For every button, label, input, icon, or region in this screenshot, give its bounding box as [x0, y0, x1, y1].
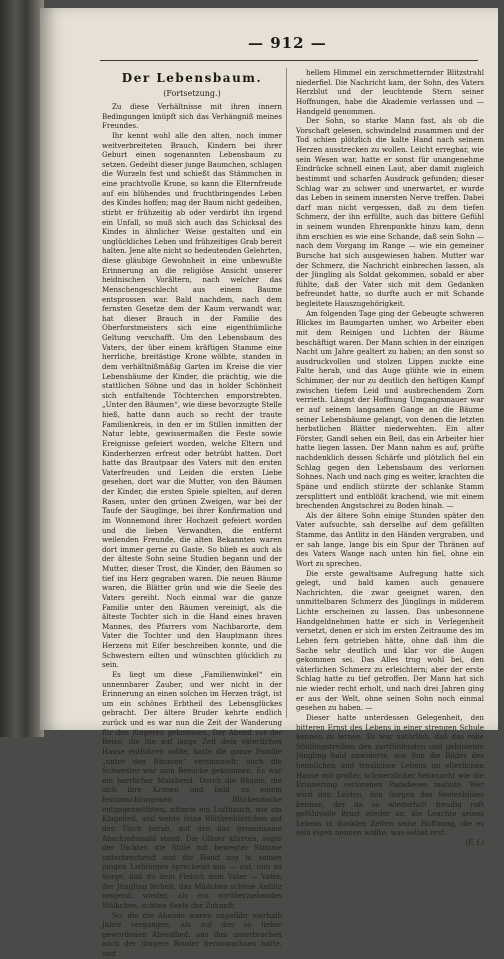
paragraph: Zu diese Verhältnisse mit ihren innern Bedingungen knüpft sich das Verhängniß meines Freundes. [102, 102, 282, 131]
book-page [40, 8, 498, 958]
paragraph: Als der ältere Sohn einige Stunden später den Vater aufsuchte, sah derselbe auf dem gefällten Stamme, das Antlitz in den Händen vergraben, und er sah lange, lange bis ein Spur der Thränen auf des Vaters Wange nach unten hin fiel, ohne ein Wort zu sprechen. [296, 510, 484, 568]
left-column [102, 70, 282, 959]
book-binding [0, 0, 44, 737]
paragraph: Die erste gewaltsame Aufregung hatte sich gelegt, und bald kamen auch genauere Nachrichten, die zwar geeignet waren, den unmittelbaren Schmerz des Jünglings in milderem Lichte erscheinen zu lassen. Das unbesonnene Handgeldnehmen hatte er sich in Verlegenheit versetzt, denen er sich im ersten Zeitraume des im Leben fern getrieben hätte, ohne daß ihm die Sache sehr deutlich und klar vor die Augen gekommen sei. Das Alles trug wohl bei, den väterlichen Schmerz zu erleichtern; aber der erste Schlag hatte zu tief getroffen. Der Mann hat sich nie wieder recht erholt, und nach drei Jahren ging er aus der Welt, ohne seinen Sohn noch einmal gesehen zu haben. — [296, 568, 484, 713]
paragraph: So, die die Abende waren ungefähr vierhalb Jahre vergangen, als auf das so lieber gewordenen Abendlied, aus ihm unterbrochen auch der jüngere Bruder heranwachsen hatte, und [102, 910, 282, 958]
paragraph: hellem Himmel ein zerschmetternder Blitzstrahl niederfiel. Die Nachricht kam, der Sohn, des Vaters Herzblut und der leuchtende Stern seiner Hoffnungen, habe die Akademie verlassen und — Handgeld genommen. [296, 68, 484, 116]
continuation-note: (F. f.) [465, 838, 484, 847]
article-title: Der Lebensbaum. [121, 71, 263, 85]
right-column [296, 68, 484, 848]
page-header [40, 34, 498, 54]
article-subtitle: (Fortsetzung.) [163, 89, 221, 98]
paragraph: Am folgenden Tage ging der Gebeugte schweren Blickes im Baumgarten umher, wo Arbeiter eben mit dem Reinigen und Lichten der Bäume beschäftigt waren. Der Mann schien in der einzigen Nacht um Jahre gealtert zu haben; an den sonst so ausdruckvollen und stolzen Lippen zuckte eine Falte herab, und das Auge glühte wie in einem Schimmer, der nur zu deutlich den heftigen Kampf zwischen tiefem Leid und ausbrechendem Zorn verrieth. Längst der Hoffnung Umgangsmauer war er auf seinem langsamen Gange an die Bäume seiner Lebensbäume gelangt, von denen die letzten herbstlichen Blätter niederwehten. Ein alter Förster, Gandl sehen ein Beil, das ein Arbeiter hier hatte liegen lassen. Der Mann nahm es auf, prüfte nachdenklich dessen Schärfe und plötzlich fiel ein Schlag gegen den Lebensbaum des verlornen Sohnes. Nach und nach ging es weiter, krachten die Späne und endlich stürzte der schlanke Stamm zersplittert und entblößt krachend, wie mit einem brechenden Angstschrei zu Boden hinab. — [296, 308, 484, 511]
paragraph: Ihr kennt wohl alle den alten, noch immer weitverbreiteten Brauch, Kindern bei ihrer Geburt einen sogenannten Lebensbaum zu setzen. Gedeiht dieser junge Baumchen, schlagen die Wurzeln fest und schießt das Stämmchen in eine prachtvolle Krone, so kann die Elternfreude auf ein blühendes und fruchtbringendes Leben des Kindes hoffen; mag der Baum nicht gedeihen, stirbt er frühzeitig ab oder verdirbt ihn irgend ein Unfall, so muß sich auch das Schicksal des Kindes in ähnlicher Weise gestalten und ein unglückliches Leben und frühzeitiges Grab bereit halten. Jene alte nicht so bedeutenden Gelehrten, diese gläubige Gewohnheit in eine unbewußte Erinnerung an die religiöse Ansicht unserer heidnischen Vorältern, nach welcher das Menschengeschlecht aus einem Baume entsprossen war. Bald nachdem, nach dem fernsten Gesetze dem der Kaum verwandt war, hat dieser Brauch in der Familie des Oberforstmeisters sich eine eigenthümliche Geltung verschafft. Um den Lebensbaum des Vaters, der über einem kräftigen Stamme eine herrliche, breitästige Krone wölbte, standen in dem verhältnißmäßig Garten im Kreise die vier Lebensbäume der Kinder, die prächtig, wie die stattlichen Söhne und das in holder Schönheit sich entfaltende Töchterchen emporstrebten. „Unter den Bäumen“, wie diese bevorzugte Stelle hieß, hatte dann auch so recht der traute Familienkreis, in den er im Stillen inmitten der Natur lebte, gewissermaßen die Feste sowie Ereignisse gefeiert worden, welche Eltern und Kinderherzen erfreut oder betrübt hatten. Dort hatte das Brautpaar des Vaters mit den ersten Vaterfreuden und Leiden die ersten Liebe gesehen, dort war die Mutter, von den Bäumen der Kinder, die ersten Spiele spielten, auf deren Rasen, unter den grünen Zweigen, war bei der Taufe der Säuglinge, bei ihrer Konfirmation und im Wonnemond ihrer Hochzeit gefeiert worden und die lieben Verwandten, die entfernt weilenden Freunde, die alten Bekannten waren dort immer gerne zu Gaste. So blieb es auch als der älteste Sohn seine Studien begann und der Mutter, dieser Trost, die Kinder, den Bäumen so tief ins Herz gegraben waren. Die neuen Bäume waren, die Blätter grün und wie die Seele des Vaters gereiht. Noch einmal war die ganze Familie unter den Bäumen vereinigt, als die älteste Tochter sich in die Hand eines braven Mannes, des Pfarrers vom Nachbarorte, dem Vater die Tochter und den Hauptmann ihres Herzens mit Eifer beschreiben konnte, und die Schwestern eilten und wünschten glücklich zu sein. [102, 130, 282, 670]
paragraph: Es liegt um diese „Familienwinkel“ ein unnennbarer Zauber, und wer nicht in der Erinnerung an einen solchen im Herzen trägt, ist um ein schönes Erbtheil des Lebensglückes gebracht. Der ältere Bruder kehrte endlich zurück und es war nun die Zeit der Wanderung für den jüngeren gekommen. Der Abend vor der Reise, die ihn auf lange Zeit dem väterlichen Hause entführen sollte, hatte die ganze Familie „unter den Bäumen“ versammelt; auch die Schwester war zum Besuche gekommen. Es war ein herrlicher Maiabend. Durch die Bäume, die sich ihre Kronen und bald zu einem festumschlungenen Blüthendache entgegenwölbten, zitterte ein Lufthauch, wie ein Klagelied, und wehte feine Blüthenblättchen auf den Tisch herab, auf den das gemeinsame Abschiedsmahl stand. Die Gläser klirrten, sagte der Dichter, die Stille mit bewegter Stimme unterbrechend und die Hand zog in seinen jungen Lieblingen sprechend aus — auf, nun zu Sorge, daß du dein Fleisch dem Vater — Vater, der Jüngling lächelt, das Mädchen schöne Antlitz neigend, wieder, als ein vorüberziehendes Wölkchen, schöne Seele der Zukunft. [102, 669, 282, 910]
page-number: — 912 — [248, 34, 327, 52]
paragraph: Dieser hatte unterdessen Gelegenheit, den bitteren Ernst des Lebens in einer strengen Schule kennen zu lernen. Es war natürlich, daß das rohe Söldlingstreiben den zartfühlenden und gebildeten Jüngling bald anwiderte, wie ihm die Bilder des heimlichen und traulichen Lebens im elterlichen Hause mit großer, schmerzlicher Sehnsucht wie die Erinnerung verlorenen Paradieses mahnte. Wer wird den Leiden, den Sorgen des Seelenbildes kennen, der da so wiederholt freudig ruft gefühlvolle Brust wieder an, die Leuchte seines Lebens in dunklen Zeiten seine Hoffnung, die es sein eigen nennen wollte; was selbst erst. [296, 712, 484, 838]
paragraph: Der Sohn, so starke Mann fast, als ob die Vorschaft gelesen, schwindelnd zusammen und der Tod schien plötzlich die kalte Hand nach seinem Herzen ausstrecken zu wollen. Leicht erregbar, wie sein Wesen war, hatte er sonst für unangenehme Eindrücke schnell einen Laut, aber damit zugleich bestimmt und scharfen Ausdruck gefunden; dieser Schlag war zu schwer und unerwartet, er wurde das Leben in seinem innersten Nerve treffen. Dabei darf man nicht vergessen, daß zu dem tiefen Schmerz, der ihn erfüllte, auch das bittere Gefühl in seinem wunden Ehrenpunkte hinzu kam, denn ihm erschien es wie eine Schande, daß sein Sohn — nach dem Vorgang im Range — wie ein gemeiner Bursche hat sich ausgewiesen haben. Mutter war der Schmerz, die Nachricht einbrechen lassen, als der Jüngling als Soldat gekommen, sobald er aber fühlte, daß der Vater sich mit dem Gedanken befreundet hatte, so durfte auch er mit Schande begleitete Hauszugehörigkeit. [296, 116, 484, 308]
column-divider [286, 68, 287, 718]
header-rule [100, 60, 478, 61]
